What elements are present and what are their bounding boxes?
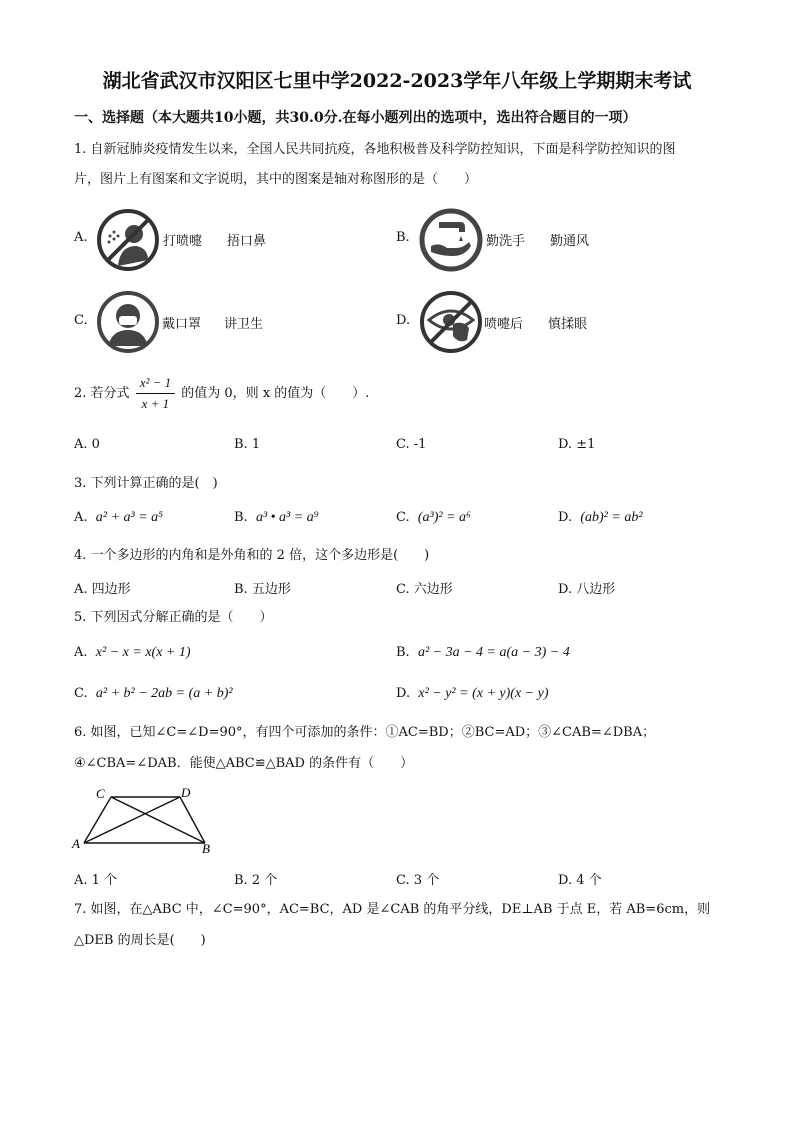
page-title: 湖北省武汉市汉阳区七里中学2022-2023学年八年级上学期期末考试	[102, 70, 692, 92]
q5-option-c	[74, 686, 233, 702]
q2-prefix: 2. 若分式	[74, 386, 130, 401]
q2-option-c: C. -1	[396, 437, 427, 452]
q4-option-b: B. 五边形	[234, 582, 291, 597]
q5-option-c-expr: a² + b² − 2ab = (a + b)²	[95, 686, 233, 701]
q6-option-c: C. 3 个	[396, 873, 440, 888]
q1-option-c-text2: 讲卫生	[224, 317, 264, 332]
q2-option-a: A. 0	[74, 437, 100, 452]
q1-option-d-text2: 慎揉眼	[548, 317, 588, 332]
q1-option-b-text1: 勤洗手	[486, 234, 526, 249]
no-eye-rub-icon	[419, 290, 483, 354]
q3-option-d-expr: (ab)² = ab²	[580, 510, 643, 525]
q7-stem-line1: 7. 如图，在△ABC 中，∠C=90°，AC=BC，AD 是∠CAB 的角平分线，DE⊥AB 于点 E，若 AB=6cm，则	[74, 902, 711, 917]
q3-option-b-expr: a³ • a³ = a⁹	[255, 510, 319, 525]
q3-option-c-label: C.	[396, 510, 410, 525]
mask-icon	[96, 290, 160, 354]
q1-option-a-text2: 捂口鼻	[227, 234, 267, 249]
q2-fraction	[136, 373, 175, 414]
q1-option-a-text1: 打喷嚏	[163, 234, 203, 249]
q6-label-b: B	[202, 841, 210, 856]
q2-denominator: x + 1	[141, 396, 170, 411]
q6-triangle-diagram	[68, 784, 218, 856]
q2-suffix: 的值为 0，则 x 的值为（ ）.	[181, 386, 370, 401]
q1-option-a-label: A.	[74, 230, 88, 245]
q3-stem: 3. 下列计算正确的是( )	[74, 476, 218, 491]
q5-option-d-expr: x² − y² = (x + y)(x − y)	[418, 686, 549, 701]
q3-option-b-label: B.	[234, 510, 248, 525]
q5-stem: 5. 下列因式分解正确的是（ ）	[74, 610, 273, 625]
q5-option-a-label: A.	[74, 645, 88, 660]
q5-option-d-label: D.	[396, 686, 411, 701]
q1-option-d-label: D.	[396, 313, 411, 328]
q2-option-b: B. 1	[234, 437, 261, 452]
q4-option-d: D. 八边形	[558, 582, 616, 597]
q6-option-b: B. 2 个	[234, 873, 278, 888]
hand-wash-icon	[419, 208, 483, 272]
q3-option-d	[558, 510, 643, 526]
q3-option-a-label: A.	[74, 510, 88, 525]
q1-option-c-text1: 戴口罩	[162, 317, 202, 332]
q6-option-d: D. 4 个	[558, 873, 602, 888]
q4-option-a: A. 四边形	[74, 582, 131, 597]
q5-option-b-label: B.	[396, 645, 410, 660]
q1-option-b-label: B.	[396, 230, 410, 245]
q6-label-c: C	[96, 786, 105, 801]
q3-option-b	[234, 510, 319, 526]
q7-stem-line2: △DEB 的周长是( )	[74, 933, 206, 948]
q1-option-b-text2: 勤通风	[550, 234, 590, 249]
q1-option-c-label: C.	[74, 313, 88, 328]
q1-stem-line1: 1. 自新冠肺炎疫情发生以来，全国人民共同抗疫，各地积极普及科学防控知识，下面是科学防控知识的图	[74, 142, 676, 157]
q3-option-a-expr: a² + a³ = a⁵	[95, 510, 163, 525]
q4-stem: 4. 一个多边形的内角和是外角和的 2 倍，这个多边形是( )	[74, 548, 430, 563]
q5-option-a-expr: x² − x = x(x + 1)	[95, 645, 191, 660]
q2-stem	[74, 373, 369, 414]
q3-option-c	[396, 510, 471, 526]
q3-option-a	[74, 510, 163, 526]
q5-option-d	[396, 686, 548, 702]
section-heading: 一、选择题（本大题共10小题，共30.0分.在每小题列出的选项中，选出符合题目的一项）	[74, 110, 637, 126]
q1-option-d-text1: 喷嚏后	[484, 317, 524, 332]
q6-label-d: D	[181, 785, 191, 800]
q1-stem-line2: 片，图片上有图案和文字说明，其中的图案是轴对称图形的是（ ）	[74, 172, 478, 187]
q5-option-b-expr: a² − 3a − 4 = a(a − 3) − 4	[417, 645, 570, 660]
q5-option-b	[396, 645, 570, 661]
q6-stem-line2: ④∠CBA=∠DAB．能使△ABC≌△BAD 的条件有（ ）	[74, 756, 414, 771]
q3-option-d-label: D.	[558, 510, 573, 525]
q6-stem-line1: 6. 如图，已知∠C=∠D=90°，有四个可添加的条件：①AC=BD；②BC=AD；③∠CAB=∠DBA；	[74, 725, 656, 740]
q6-option-a: A. 1 个	[74, 873, 118, 888]
q4-option-c: C. 六边形	[396, 582, 453, 597]
no-sneeze-icon	[96, 208, 160, 272]
q3-option-c-expr: (a³)² = a⁶	[417, 510, 471, 525]
q5-option-c-label: C.	[74, 686, 88, 701]
q2-numerator: x² − 1	[136, 373, 175, 394]
q6-label-a: A	[72, 836, 80, 851]
q2-option-d: D. ±1	[558, 437, 596, 452]
q5-option-a	[74, 645, 191, 661]
